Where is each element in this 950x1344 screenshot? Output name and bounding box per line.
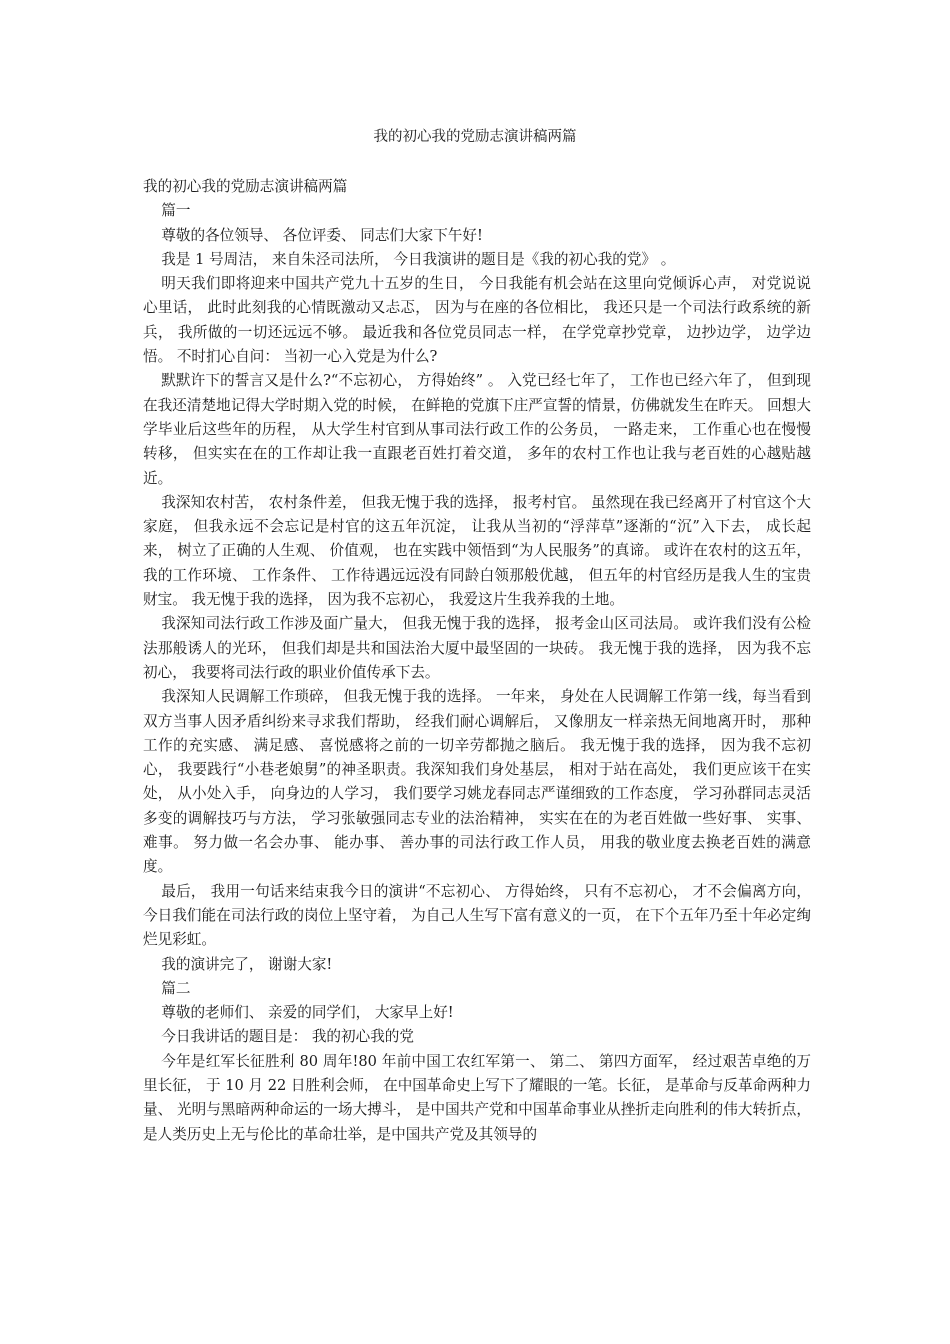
paragraph: 默默许下的誓言又是什么?“不忘初心， 方得始终” 。 入党已经七年了， 工作也已经六年了， 但到现在我还清楚地记得大学时期入党的时候， 在鲜艳的党旗下庄严宣誓的情景，仿佛就发生在昨天。 回想大学毕业后这些年的历程， 从大学生村官到从事司法行政工作的公务员， 一路走来， 工作重心也在慢慢转移， 但实实在在的工作却让我一直跟老百姓打着交道， 多年的农村工作也让我与老百姓的心越贴越近。 (143, 372, 811, 487)
paragraph: 我深知农村苦， 农村条件差， 但我无愧于我的选择， 报考村官。 虽然现在我已经离开了村官这个大家庭， 但我永远不会忘记是村官的这五年沉淀， 让我从当初的“浮萍草”逐渐的“沉”入下去， 成长起来， 树立了正确的人生观、 价值观， 也在实践中领悟到“为人民服务”的真谛。 或许在农村的这五年， 我的工作环境、 工作条件、 工作待遇远远没有同龄白领那般优越， 但五年的村官经历是我人生的宝贵财宝。 我无愧于我的选择， 因为我不忘初心， 我爱这片生我养我的土地。 (143, 493, 811, 609)
paragraph: 我深知人民调解工作琐碎， 但我无愧于我的选择。 一年来， 身处在人民调解工作第一线，每当看到双方当事人因矛盾纠纷来寻求我们帮助， 经我们耐心调解后， 又像朋友一样亲热无间地离开时， 那种工作的充实感、 满足感、 喜悦感将之前的一切辛劳都抛之脑后。 我无愧于我的选择， 因为我不忘初心， 我要践行“小巷老娘舅”的神圣职责。我深知我们身处基层， 相对于站在高处， 我们更应该干在实处， 从小处入手， 向身边的人学习， 我们要学习姚龙春同志严谨细致的工作态度， 学习孙群同志灵活多变的调解技巧与方法， 学习张敏强同志专业的法治精神， 实实在在的为老百姓做一些好事、 实事、 难事。 努力做一名会办事、 能办事、 善办事的司法行政工作人员， 用我的敬业度去换老百姓的满意度。 (143, 688, 811, 876)
document-body (143, 175, 811, 1147)
document-title: 我的初心我的党励志演讲稿两篇 (373, 129, 577, 145)
paragraph: 最后， 我用一句话来结束我今日的演讲“不忘初心、 方得始终， 只有不忘初心， 才不会偏离方向， 今日我们能在司法行政的岗位上坚守着， 为自己人生写下富有意义的一页， 在下个五年乃至十年必定绚烂见彩虹。 (143, 882, 811, 949)
paragraph: 尊敬的老师们、 亲爱的同学们， 大家早上好! (161, 1004, 454, 1022)
paragraph: 我的演讲完了， 谢谢大家! (161, 955, 333, 973)
paragraph: 篇二 (161, 979, 191, 997)
paragraph: 篇一 (161, 202, 191, 220)
paragraph: 今年是红军长征胜利 80 周年!80 年前中国工农红军第一、 第二、 第四方面军， 经过艰苦卓绝的万里长征， 于 10 月 22 日胜利会师， 在中国革命史上写下了耀眼的一笔。长征， 是革命与反革命两种力量、 光明与黑暗两种命运的一场大搏斗， 是中国共产党和中国革命事业从挫折走向胜利的伟大转折点， 是人类历史上无与伦比的革命壮举，是中国共产党及其领导的 (143, 1052, 811, 1143)
paragraph: 今日我讲话的题目是： 我的初心我的党 (161, 1028, 414, 1046)
paragraph: 我是 1 号周洁， 来自朱泾司法所， 今日我演讲的题目是《我的初心我的党》 。 (161, 250, 676, 268)
paragraph: 明天我们即将迎来中国共产党九十五岁的生日， 今日我能有机会站在这里向党倾诉心声， 对党说说心里话， 此时此刻我的心情既激动又忐忑， 因为与在座的各位相比， 我还只是一个司法行政系统的新兵， 我所做的一切还远远不够。 最近我和各位党员同志一样， 在学党章抄党章， 边抄边学， 边学边悟。 不时扪心自问： 当初一心入党是为什么? (143, 275, 811, 366)
paragraph: 尊敬的各位领导、 各位评委、 同志们大家下午好! (161, 226, 483, 244)
paragraph: 我深知司法行政工作涉及面广量大， 但我无愧于我的选择， 报考金山区司法局。 或许我们没有公检法那般诱人的光环， 但我们却是共和国法治大厦中最坚固的一块砖。 我无愧于我的选择， 因为我不忘初心， 我要将司法行政的职业价值传承下去。 (143, 615, 811, 681)
document-subtitle: 我的初心我的党励志演讲稿两篇 (143, 178, 348, 195)
